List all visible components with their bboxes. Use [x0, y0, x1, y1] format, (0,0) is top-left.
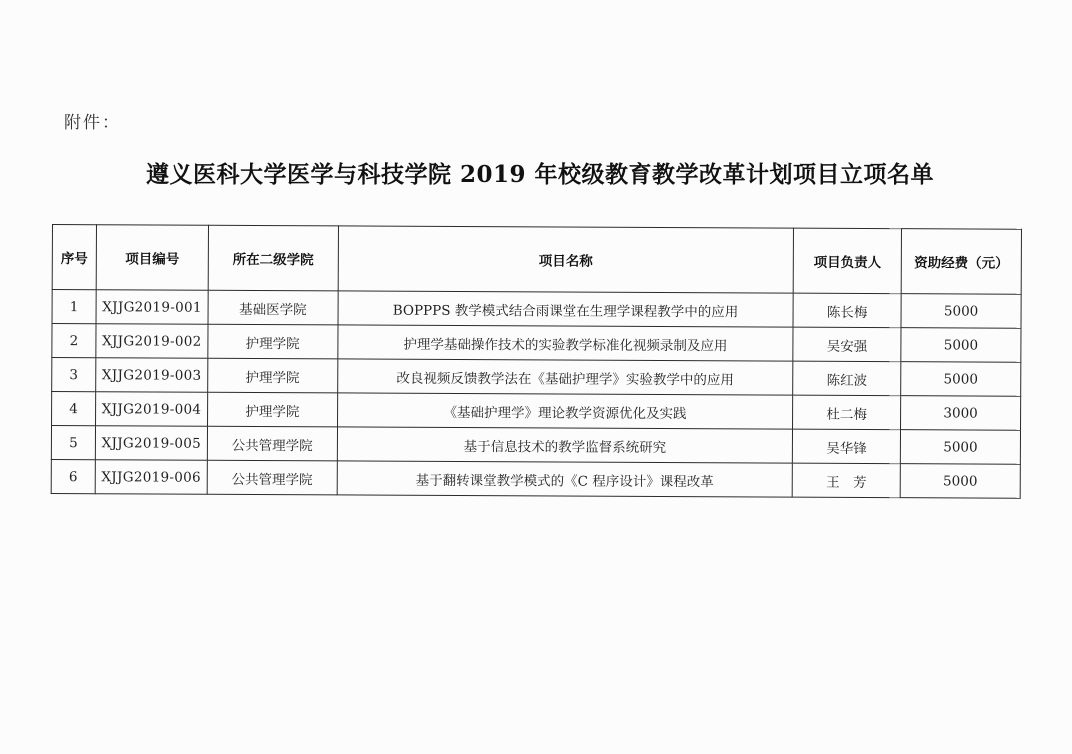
table-header-row: [52, 225, 1021, 295]
cell-project-name: BOPPPS 教学模式结合雨课堂在生理学课程教学中的应用: [338, 291, 794, 327]
cell-no: 1: [52, 290, 96, 324]
cell-college: 护理学院: [208, 324, 338, 359]
cell-project-name: 基于翻转课堂教学模式的《C 程序设计》课程改革: [337, 461, 793, 497]
attachment-label: 附件：: [64, 113, 121, 133]
table-row: [52, 290, 1021, 329]
cell-funding: 5000: [900, 430, 1020, 465]
header-project-name: 项目名称: [338, 226, 794, 293]
cell-leader: 吴华锋: [793, 429, 901, 464]
cell-project-code: XJJG2019-003: [96, 358, 208, 393]
table-row: [52, 358, 1021, 397]
table-row: [52, 392, 1021, 431]
cell-college: 护理学院: [208, 358, 338, 393]
cell-no: 4: [52, 392, 96, 426]
cell-no: 6: [51, 459, 95, 493]
cell-project-name: 基于信息技术的教学监督系统研究: [337, 427, 793, 463]
cell-funding: 5000: [901, 328, 1021, 363]
cell-leader: 陈红波: [793, 361, 901, 396]
cell-funding: 5000: [901, 362, 1021, 397]
header-project-code: 项目编号: [96, 225, 208, 291]
table-row: [51, 426, 1020, 465]
cell-leader: 陈长梅: [793, 293, 901, 328]
cell-leader: 杜二梅: [793, 395, 901, 430]
page-title: 遵义医科大学医学与科技学院 2019 年校级教育教学改革计划项目立项名单: [145, 161, 935, 188]
cell-no: 5: [51, 426, 95, 460]
header-college: 所在二级学院: [208, 225, 338, 291]
header-funding: 资助经费（元）: [901, 229, 1021, 295]
cell-leader: 吴安强: [793, 327, 901, 362]
cell-college: 公共管理学院: [207, 426, 337, 461]
cell-project-name: 《基础护理学》理论教学资源优化及实践: [337, 393, 793, 429]
cell-leader: 王 芳: [792, 463, 900, 498]
cell-college: 护理学院: [207, 392, 337, 427]
header-no: 序号: [52, 225, 96, 290]
cell-project-code: XJJG2019-006: [95, 460, 207, 495]
cell-project-code: XJJG2019-001: [96, 290, 208, 325]
cell-college: 基础医学院: [208, 290, 338, 325]
cell-project-code: XJJG2019-004: [95, 392, 207, 427]
cell-funding: 3000: [901, 396, 1021, 431]
project-list-table: [51, 224, 1022, 499]
cell-project-code: XJJG2019-005: [95, 426, 207, 461]
table-row: [51, 459, 1020, 498]
cell-funding: 5000: [900, 464, 1020, 499]
table-row: [52, 324, 1021, 363]
cell-project-name: 护理学基础操作技术的实验教学标准化视频录制及应用: [338, 325, 794, 361]
cell-project-name: 改良视频反馈教学法在《基础护理学》实验教学中的应用: [337, 359, 793, 395]
cell-project-code: XJJG2019-002: [96, 324, 208, 359]
cell-no: 3: [52, 358, 96, 392]
cell-no: 2: [52, 324, 96, 358]
cell-funding: 5000: [901, 294, 1021, 329]
cell-college: 公共管理学院: [207, 460, 337, 495]
header-leader: 项目负责人: [793, 228, 901, 294]
